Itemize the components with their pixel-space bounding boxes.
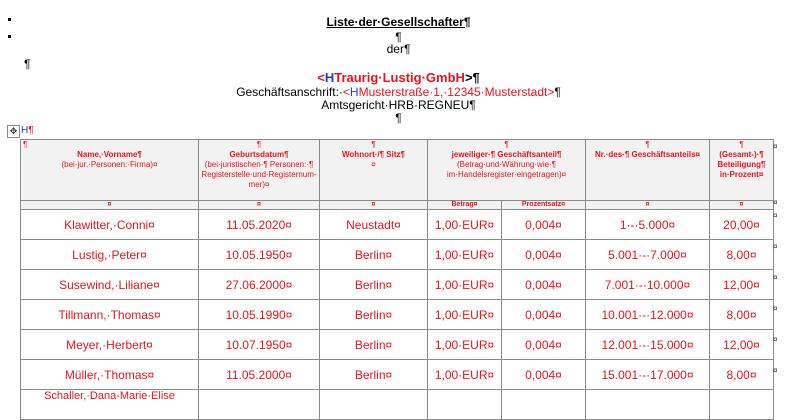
subheader-percentage[interactable]: Prozentsatz¤ (502, 201, 586, 210)
cell-share-number[interactable]: 5.001·-·7.000¤ (586, 240, 710, 270)
table-row (21, 270, 774, 300)
column-header-name[interactable] (21, 140, 199, 201)
der-line: der¶ (386, 42, 411, 56)
cell-birthdate[interactable]: 11.05.2020¤ (199, 210, 320, 240)
table-row (21, 360, 774, 390)
column-subtitle: (bei·juristischen·¶ Personen:·¶ Registerstelle·und·Registernum-mer)¤ (201, 160, 317, 189)
table-header-row (21, 140, 774, 201)
cell-amount[interactable]: 1,00·EUR¤ (428, 300, 502, 330)
column-subtitle: (bei·jur.·Personen:·Firma)¤ (61, 160, 158, 169)
table-subheader-row (21, 201, 774, 210)
placeholder-close: >¶ (464, 70, 480, 85)
cell-percentage[interactable]: 0,004¤ (502, 360, 586, 390)
column-header-share-number[interactable] (586, 140, 710, 201)
margin-paragraph-mark: ¶ (24, 57, 31, 71)
end-of-row-mark: ¤ (773, 366, 778, 375)
column-title: Geburtsdatum¶ (229, 150, 289, 159)
subheader-cell[interactable]: ¤ (21, 201, 199, 210)
company-name-line[interactable] (0, 70, 797, 85)
cell-name[interactable]: Lustig,·Peter¤ (21, 240, 199, 270)
placeholder-open: < (342, 85, 350, 99)
subheader-cell[interactable]: ¤ (710, 201, 774, 210)
cell-name[interactable]: Klawitter,·Conni¤ (21, 210, 199, 240)
cell-residence[interactable]: Berlin¤ (320, 330, 428, 360)
cell-amount[interactable] (428, 390, 502, 420)
table-move-handle-icon[interactable]: ✥ (7, 125, 20, 138)
cell-share-percent[interactable]: 8,00¤ (710, 300, 774, 330)
column-title: Wohnort·/¶ Sitz¶ (342, 150, 405, 159)
cell-birthdate[interactable] (199, 390, 320, 420)
cell-share-number[interactable]: 10.001·-·12.000¤ (586, 300, 710, 330)
empty-paragraph-mark: ¶ (395, 30, 402, 44)
column-title: (Gesamt-)·¶ Beteiligung¶ in·Prozent¤ (717, 150, 766, 179)
cell-percentage[interactable]: 0,004¤ (502, 270, 586, 300)
cell-name[interactable]: Schaller,·Dana-Marie·Elise (21, 390, 199, 420)
table-row (21, 300, 774, 330)
court-line: Amtsgericht·HRB·REGNEU¶ (321, 98, 476, 112)
column-header-birthdate[interactable] (199, 140, 320, 201)
cell-share-number[interactable]: 12.001·-·15.000¤ (586, 330, 710, 360)
column-title: Name,·Vorname¶ (77, 150, 142, 159)
company-name[interactable]: Traurig·Lustig·GmbH (334, 70, 465, 85)
end-of-row-mark: ¤ (773, 242, 778, 251)
table-row (21, 330, 774, 360)
column-header-percentage[interactable] (710, 140, 774, 201)
subheader-amount[interactable]: Betrag¤ (428, 201, 502, 210)
subheader-cell[interactable]: ¤ (199, 201, 320, 210)
cell-birthdate[interactable]: 27.06.2000¤ (199, 270, 320, 300)
subheader-cell[interactable]: ¤ (586, 201, 710, 210)
paragraph-mark: ¶ (645, 140, 650, 149)
cell-percentage[interactable] (502, 390, 586, 420)
end-of-row-mark: ¤ (773, 304, 778, 313)
cell-percentage[interactable]: 0,004¤ (502, 240, 586, 270)
end-of-row-mark: ¤ (773, 198, 778, 207)
cell-birthdate[interactable]: 10.05.1950¤ (199, 240, 320, 270)
table-anchor-text (21, 125, 34, 136)
paragraph-mark: ¶ (371, 140, 376, 149)
table-row (21, 210, 774, 240)
address-value[interactable]: Musterstraße·1,·12345·Musterstadt (358, 85, 548, 99)
end-of-row-mark: ¤ (773, 142, 778, 151)
paragraph-mark: ¶ (28, 125, 34, 136)
cell-residence[interactable]: Berlin¤ (320, 270, 428, 300)
table-row (21, 390, 774, 420)
shareholder-table[interactable] (20, 139, 774, 420)
table-row (21, 240, 774, 270)
paragraph-mark: ¶ (504, 140, 509, 149)
address-line[interactable] (0, 85, 797, 99)
cell-amount[interactable]: 1,00·EUR¤ (428, 330, 502, 360)
cell-name[interactable]: Meyer,·Herbert¤ (21, 330, 199, 360)
end-of-row-mark: ¤ (773, 273, 778, 282)
cell-share-percent[interactable] (710, 390, 774, 420)
cell-birthdate[interactable]: 10.05.1990¤ (199, 300, 320, 330)
placeholder-h-marker: H (324, 70, 335, 85)
address-label: Geschäftsanschrift:· (236, 85, 343, 99)
column-subtitle: (Betrag·und·Währung·wie·¶ im·Handelsregister·eingetragen)¤ (446, 160, 567, 179)
cell-share-number[interactable] (586, 390, 710, 420)
cell-share-percent[interactable]: 20,00¤ (710, 210, 774, 240)
paragraph-mark: ¶ (256, 140, 262, 149)
cell-birthdate[interactable]: 11.05.2000¤ (199, 360, 320, 390)
cell-residence[interactable]: Berlin¤ (320, 240, 428, 270)
column-header-share[interactable] (428, 140, 586, 201)
cell-birthdate[interactable]: 10.07.1950¤ (199, 330, 320, 360)
column-title: Nr.·des·¶ Geschäftsanteils¤ (595, 150, 700, 159)
cell-percentage[interactable]: 0,004¤ (502, 330, 586, 360)
end-of-row-mark: ¤ (773, 335, 778, 344)
cell-share-percent[interactable]: 12,00¤ (710, 270, 774, 300)
cell-name[interactable]: Susewind,·Liliane¤ (21, 270, 199, 300)
cell-share-number[interactable]: 1·-·5.000¤ (586, 210, 710, 240)
column-header-residence[interactable] (320, 140, 428, 201)
cell-residence[interactable]: Neustadt¤ (320, 210, 428, 240)
cell-amount[interactable]: 1,00·EUR¤ (428, 240, 502, 270)
subheader-cell[interactable]: ¤ (320, 201, 428, 210)
cell-residence[interactable]: Berlin¤ (320, 360, 428, 390)
cell-amount[interactable]: 1,00·EUR¤ (428, 360, 502, 390)
cell-name[interactable]: Müller,·Thomas¤ (21, 360, 199, 390)
cell-residence[interactable]: Berlin¤ (320, 300, 428, 330)
cell-name[interactable]: Tillmann,·Thomas¤ (21, 300, 199, 330)
placeholder-h-marker: H (21, 125, 29, 136)
cell-share-percent[interactable]: 8,00¤ (710, 240, 774, 270)
paragraph-mark: ¶ (554, 85, 561, 99)
cell-share-number[interactable]: 15.001·-·17.000¤ (586, 360, 710, 390)
cell-residence[interactable] (320, 390, 428, 420)
paragraph-mark: ¶ (23, 140, 28, 149)
placeholder-close: > (547, 85, 555, 99)
cell-amount[interactable]: 1,00·EUR¤ (428, 270, 502, 300)
placeholder-h-marker: H (349, 85, 359, 99)
cell-percentage[interactable]: 0,004¤ (502, 300, 586, 330)
column-title: jeweiliger·¶ Geschäftsanteil¶ (451, 150, 562, 159)
placeholder-open: < (317, 70, 325, 85)
cell-percentage[interactable]: 0,004¤ (502, 210, 586, 240)
cell-share-percent[interactable]: 8,00¤ (710, 360, 774, 390)
cell-share-percent[interactable]: 12,00¤ (710, 330, 774, 360)
column-subtitle: ¤ (371, 160, 376, 169)
end-of-row-mark: ¤ (773, 211, 778, 220)
empty-paragraph-mark: ¶ (395, 111, 402, 125)
cell-share-number[interactable]: 7.001·-·10.000¤ (586, 270, 710, 300)
document-title: Liste·der·Gesellschafter¶ (326, 15, 471, 29)
paragraph-mark: ¶ (739, 140, 744, 149)
cell-amount[interactable]: 1,00·EUR¤ (428, 210, 502, 240)
